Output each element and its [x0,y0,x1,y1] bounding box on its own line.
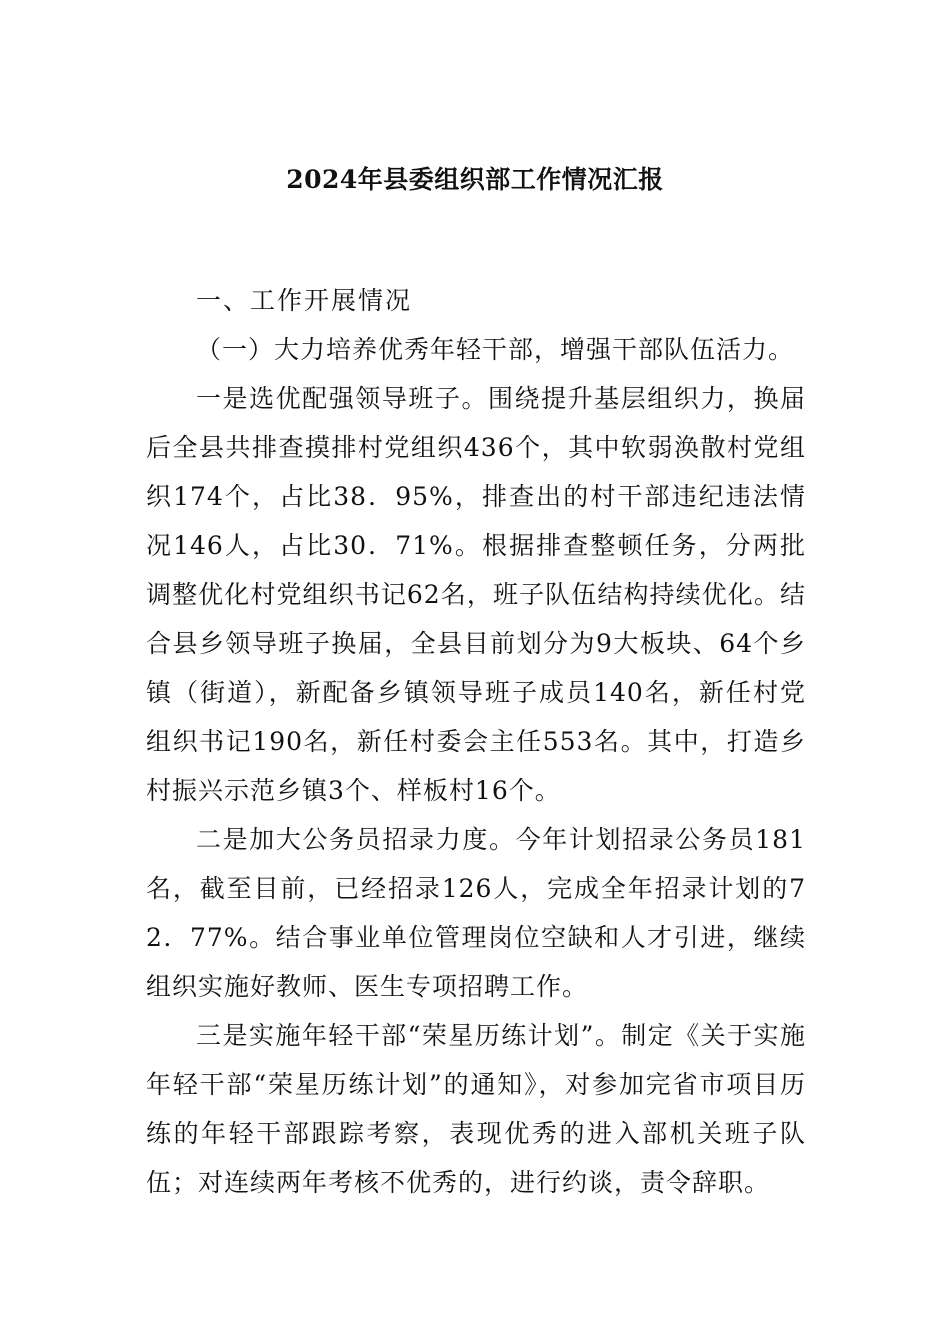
paragraph-leadership-teams: 一是选优配强领导班子。围绕提升基层组织力，换届后全县共排查摸排村党组织436个，其中软弱涣散村党组织174个，占比38．95%，排查出的村干部违纪违法情况146人，占比30．71%。根据排查整顿任务，分两批调整优化村党组织书记62名，班子队伍结构持续优化。结合县乡领导班子换届，全县目前划分为9大板块、64个乡镇（街道），新配备乡镇领导班子成员140名，新任村党组织书记190名，新任村委会主任553名。其中，打造乡村振兴示范乡镇3个、样板村16个。 [146,384,806,805]
document-title: 2024年县委组织部工作情况汇报 [286,165,664,194]
section-heading: 一、工作开展情况 [196,286,413,315]
paragraph-civil-servant-recruitment: 二是加大公务员招录力度。今年计划招录公务员181名，截至目前，已经招录126人，完成全年招录计划的72．77%。结合事业单位管理岗位空缺和人才引进，继续组织实施好教师、医生专项招聘工作。 [146,825,806,1001]
document-body [146,276,806,1207]
paragraph-young-cadre-plan: 三是实施年轻干部“荣星历练计划”。制定《关于实施年轻干部“荣星历练计划”的通知》，对参加完省市项目历练的年轻干部跟踪考察，表现优秀的进入部机关班子队伍；对连续两年考核不优秀的，进行约谈，责令辞职。 [146,1021,806,1197]
subsection-heading: （一）大力培养优秀年轻干部，增强干部队伍活力。 [196,335,795,364]
